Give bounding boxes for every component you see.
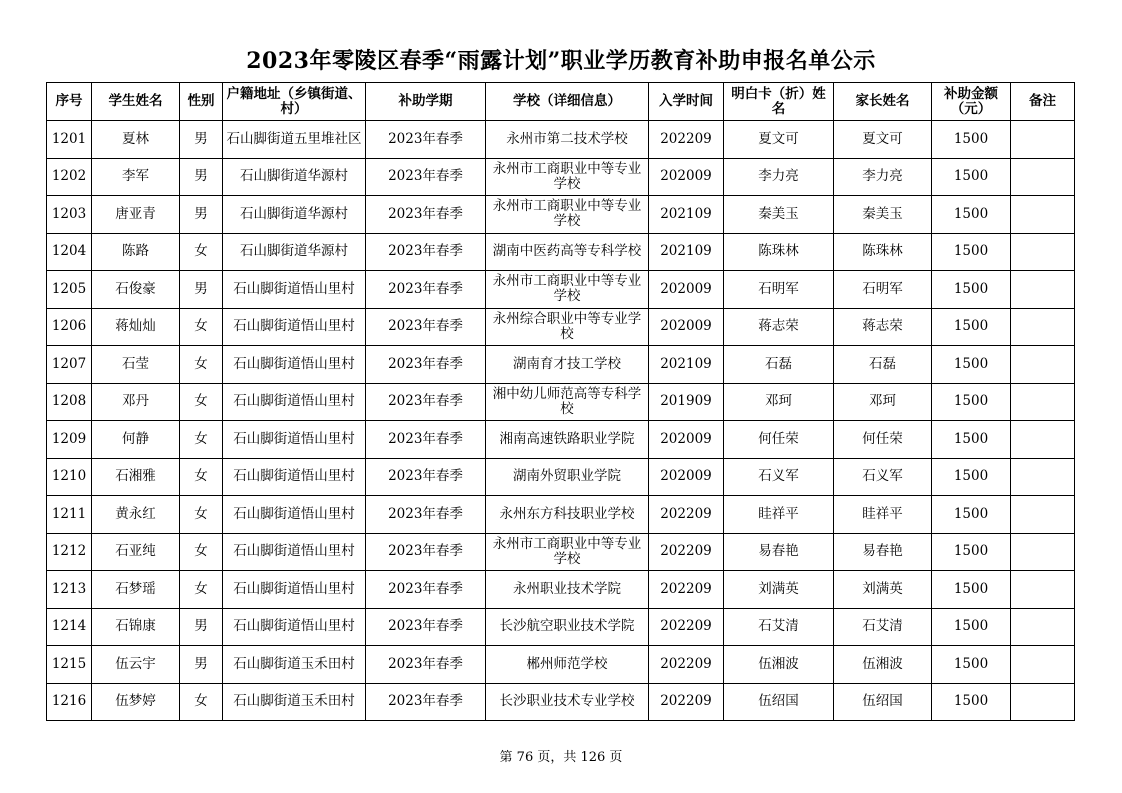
card-name-cell: 石明军 <box>724 271 834 309</box>
card-name-cell: 石义军 <box>724 458 834 496</box>
remarks-cell <box>1011 646 1075 684</box>
address-cell: 石山脚街道悟山里村 <box>223 571 366 609</box>
parent-name-cell: 刘满英 <box>834 571 932 609</box>
school-cell: 长沙航空职业技术学院 <box>486 608 649 646</box>
remarks-cell <box>1011 346 1075 384</box>
seq-cell: 1215 <box>47 646 92 684</box>
term-cell: 2023年春季 <box>366 121 486 159</box>
card-name-cell: 秦美玉 <box>724 196 834 234</box>
page-footer: 第 76 页，共 126 页 <box>499 750 623 765</box>
amount-cell: 1500 <box>932 196 1011 234</box>
amount-cell: 1500 <box>932 421 1011 459</box>
card-name-cell: 伍湘波 <box>724 646 834 684</box>
remarks-cell <box>1011 158 1075 196</box>
school-cell: 湖南中医药高等专科学校 <box>486 233 649 271</box>
page-title: 2023年零陵区春季“雨露计划”职业学历教育补助申报名单公示 <box>246 48 876 74</box>
seq-cell: 1206 <box>47 308 92 346</box>
parent-name-cell: 伍绍国 <box>834 683 932 721</box>
header-col-gender: 性别 <box>180 83 223 121</box>
remarks-cell <box>1011 121 1075 159</box>
address-cell: 石山脚街道悟山里村 <box>223 346 366 384</box>
term-cell: 2023年春季 <box>366 533 486 571</box>
school-cell: 永州市工商职业中等专业学校 <box>486 271 649 309</box>
amount-cell: 1500 <box>932 646 1011 684</box>
student-name-cell: 邓丹 <box>92 383 180 421</box>
enroll-date-cell: 202009 <box>649 458 724 496</box>
address-cell: 石山脚街道玉禾田村 <box>223 646 366 684</box>
parent-name-cell: 石明军 <box>834 271 932 309</box>
address-cell: 石山脚街道悟山里村 <box>223 496 366 534</box>
table-row <box>47 346 1075 384</box>
remarks-cell <box>1011 571 1075 609</box>
student-name-cell: 石锦康 <box>92 608 180 646</box>
address-cell: 石山脚街道悟山里村 <box>223 458 366 496</box>
term-cell: 2023年春季 <box>366 683 486 721</box>
amount-cell: 1500 <box>932 308 1011 346</box>
address-cell: 石山脚街道华源村 <box>223 233 366 271</box>
remarks-cell <box>1011 271 1075 309</box>
address-cell: 石山脚街道悟山里村 <box>223 533 366 571</box>
student-name-cell: 李军 <box>92 158 180 196</box>
amount-cell: 1500 <box>932 496 1011 534</box>
amount-cell: 1500 <box>932 533 1011 571</box>
card-name-cell: 石艾清 <box>724 608 834 646</box>
table-header-row <box>47 83 1075 121</box>
parent-name-cell: 石艾清 <box>834 608 932 646</box>
student-name-cell: 唐亚青 <box>92 196 180 234</box>
school-cell: 湘中幼儿师范高等专科学校 <box>486 383 649 421</box>
card-name-cell: 易春艳 <box>724 533 834 571</box>
amount-cell: 1500 <box>932 158 1011 196</box>
student-name-cell: 伍梦婷 <box>92 683 180 721</box>
remarks-cell <box>1011 383 1075 421</box>
amount-cell: 1500 <box>932 121 1011 159</box>
student-name-cell: 蒋灿灿 <box>92 308 180 346</box>
enroll-date-cell: 202209 <box>649 121 724 159</box>
header-col-seq: 序号 <box>47 83 92 121</box>
school-cell: 永州市工商职业中等专业学校 <box>486 533 649 571</box>
school-cell: 长沙职业技术专业学校 <box>486 683 649 721</box>
table-row <box>47 308 1075 346</box>
school-cell: 永州综合职业中等专业学校 <box>486 308 649 346</box>
student-name-cell: 伍云宇 <box>92 646 180 684</box>
table-row <box>47 158 1075 196</box>
seq-cell: 1204 <box>47 233 92 271</box>
table-row <box>47 458 1075 496</box>
header-col-student-name: 学生姓名 <box>92 83 180 121</box>
term-cell: 2023年春季 <box>366 383 486 421</box>
enroll-date-cell: 202209 <box>649 496 724 534</box>
header-col-address: 户籍地址（乡镇街道、村） <box>223 83 366 121</box>
amount-cell: 1500 <box>932 458 1011 496</box>
parent-name-cell: 陈珠林 <box>834 233 932 271</box>
amount-cell: 1500 <box>932 233 1011 271</box>
seq-cell: 1212 <box>47 533 92 571</box>
gender-cell: 女 <box>180 458 223 496</box>
student-name-cell: 石莹 <box>92 346 180 384</box>
card-name-cell: 何任荣 <box>724 421 834 459</box>
card-name-cell: 李力亮 <box>724 158 834 196</box>
parent-name-cell: 蒋志荣 <box>834 308 932 346</box>
table-row <box>47 683 1075 721</box>
school-cell: 湖南育才技工学校 <box>486 346 649 384</box>
header-col-parent-name: 家长姓名 <box>834 83 932 121</box>
term-cell: 2023年春季 <box>366 158 486 196</box>
remarks-cell <box>1011 683 1075 721</box>
header-col-card-name: 明白卡（折）姓名 <box>724 83 834 121</box>
enroll-date-cell: 202209 <box>649 683 724 721</box>
amount-cell: 1500 <box>932 608 1011 646</box>
gender-cell: 女 <box>180 683 223 721</box>
enroll-date-cell: 202209 <box>649 646 724 684</box>
address-cell: 石山脚街道悟山里村 <box>223 308 366 346</box>
seq-cell: 1207 <box>47 346 92 384</box>
address-cell: 石山脚街道华源村 <box>223 158 366 196</box>
gender-cell: 男 <box>180 158 223 196</box>
school-cell: 湘南高速铁路职业学院 <box>486 421 649 459</box>
enroll-date-cell: 202009 <box>649 421 724 459</box>
remarks-cell <box>1011 421 1075 459</box>
address-cell: 石山脚街道悟山里村 <box>223 271 366 309</box>
table-row <box>47 196 1075 234</box>
table-row <box>47 421 1075 459</box>
term-cell: 2023年春季 <box>366 308 486 346</box>
table-row <box>47 383 1075 421</box>
parent-name-cell: 秦美玉 <box>834 196 932 234</box>
gender-cell: 女 <box>180 308 223 346</box>
remarks-cell <box>1011 533 1075 571</box>
term-cell: 2023年春季 <box>366 458 486 496</box>
gender-cell: 男 <box>180 646 223 684</box>
card-name-cell: 石磊 <box>724 346 834 384</box>
student-name-cell: 黄永红 <box>92 496 180 534</box>
enroll-date-cell: 202109 <box>649 233 724 271</box>
term-cell: 2023年春季 <box>366 346 486 384</box>
term-cell: 2023年春季 <box>366 233 486 271</box>
table-row <box>47 608 1075 646</box>
term-cell: 2023年春季 <box>366 571 486 609</box>
gender-cell: 男 <box>180 121 223 159</box>
remarks-cell <box>1011 496 1075 534</box>
header-col-amount: 补助金额（元） <box>932 83 1011 121</box>
remarks-cell <box>1011 608 1075 646</box>
school-cell: 永州职业技术学院 <box>486 571 649 609</box>
gender-cell: 男 <box>180 608 223 646</box>
school-cell: 湖南外贸职业学院 <box>486 458 649 496</box>
header-col-enroll-date: 入学时间 <box>649 83 724 121</box>
seq-cell: 1205 <box>47 271 92 309</box>
enroll-date-cell: 202009 <box>649 158 724 196</box>
header-col-remarks: 备注 <box>1011 83 1075 121</box>
gender-cell: 女 <box>180 233 223 271</box>
seq-cell: 1210 <box>47 458 92 496</box>
seq-cell: 1202 <box>47 158 92 196</box>
gender-cell: 女 <box>180 383 223 421</box>
address-cell: 石山脚街道华源村 <box>223 196 366 234</box>
table-row <box>47 121 1075 159</box>
enroll-date-cell: 202209 <box>649 533 724 571</box>
term-cell: 2023年春季 <box>366 421 486 459</box>
gender-cell: 男 <box>180 196 223 234</box>
remarks-cell <box>1011 308 1075 346</box>
student-name-cell: 石湘雅 <box>92 458 180 496</box>
gender-cell: 女 <box>180 421 223 459</box>
term-cell: 2023年春季 <box>366 646 486 684</box>
parent-name-cell: 眭祥平 <box>834 496 932 534</box>
parent-name-cell: 夏文可 <box>834 121 932 159</box>
card-name-cell: 眭祥平 <box>724 496 834 534</box>
parent-name-cell: 李力亮 <box>834 158 932 196</box>
remarks-cell <box>1011 196 1075 234</box>
seq-cell: 1209 <box>47 421 92 459</box>
enroll-date-cell: 202009 <box>649 308 724 346</box>
term-cell: 2023年春季 <box>366 271 486 309</box>
seq-cell: 1211 <box>47 496 92 534</box>
term-cell: 2023年春季 <box>366 496 486 534</box>
school-cell: 永州市工商职业中等专业学校 <box>486 196 649 234</box>
card-name-cell: 邓珂 <box>724 383 834 421</box>
term-cell: 2023年春季 <box>366 196 486 234</box>
enroll-date-cell: 201909 <box>649 383 724 421</box>
table-row <box>47 533 1075 571</box>
student-name-cell: 夏林 <box>92 121 180 159</box>
card-name-cell: 蒋志荣 <box>724 308 834 346</box>
table-row <box>47 496 1075 534</box>
school-cell: 郴州师范学校 <box>486 646 649 684</box>
seq-cell: 1214 <box>47 608 92 646</box>
parent-name-cell: 石义军 <box>834 458 932 496</box>
enroll-date-cell: 202009 <box>649 271 724 309</box>
gender-cell: 女 <box>180 571 223 609</box>
student-name-cell: 何静 <box>92 421 180 459</box>
amount-cell: 1500 <box>932 683 1011 721</box>
enroll-date-cell: 202209 <box>649 571 724 609</box>
seq-cell: 1208 <box>47 383 92 421</box>
card-name-cell: 刘满英 <box>724 571 834 609</box>
card-name-cell: 陈珠林 <box>724 233 834 271</box>
enroll-date-cell: 202209 <box>649 608 724 646</box>
remarks-cell <box>1011 458 1075 496</box>
amount-cell: 1500 <box>932 271 1011 309</box>
gender-cell: 女 <box>180 346 223 384</box>
parent-name-cell: 邓珂 <box>834 383 932 421</box>
address-cell: 石山脚街道悟山里村 <box>223 608 366 646</box>
card-name-cell: 夏文可 <box>724 121 834 159</box>
address-cell: 石山脚街道玉禾田村 <box>223 683 366 721</box>
seq-cell: 1213 <box>47 571 92 609</box>
remarks-cell <box>1011 233 1075 271</box>
table-body <box>47 121 1075 721</box>
enroll-date-cell: 202109 <box>649 346 724 384</box>
table-row <box>47 271 1075 309</box>
header-col-school: 学校（详细信息） <box>486 83 649 121</box>
enroll-date-cell: 202109 <box>649 196 724 234</box>
school-cell: 永州市工商职业中等专业学校 <box>486 158 649 196</box>
student-name-cell: 石亚纯 <box>92 533 180 571</box>
school-cell: 永州市第二技术学校 <box>486 121 649 159</box>
gender-cell: 男 <box>180 271 223 309</box>
student-name-cell: 陈路 <box>92 233 180 271</box>
header-col-term: 补助学期 <box>366 83 486 121</box>
amount-cell: 1500 <box>932 383 1011 421</box>
gender-cell: 女 <box>180 496 223 534</box>
parent-name-cell: 何任荣 <box>834 421 932 459</box>
table-row <box>47 233 1075 271</box>
school-cell: 永州东方科技职业学校 <box>486 496 649 534</box>
seq-cell: 1203 <box>47 196 92 234</box>
table-row <box>47 646 1075 684</box>
table-row <box>47 571 1075 609</box>
parent-name-cell: 伍湘波 <box>834 646 932 684</box>
gender-cell: 女 <box>180 533 223 571</box>
parent-name-cell: 易春艳 <box>834 533 932 571</box>
student-name-cell: 石俊豪 <box>92 271 180 309</box>
term-cell: 2023年春季 <box>366 608 486 646</box>
amount-cell: 1500 <box>932 571 1011 609</box>
amount-cell: 1500 <box>932 346 1011 384</box>
seq-cell: 1201 <box>47 121 92 159</box>
seq-cell: 1216 <box>47 683 92 721</box>
card-name-cell: 伍绍国 <box>724 683 834 721</box>
address-cell: 石山脚街道悟山里村 <box>223 421 366 459</box>
address-cell: 石山脚街道悟山里村 <box>223 383 366 421</box>
parent-name-cell: 石磊 <box>834 346 932 384</box>
address-cell: 石山脚街道五里堆社区 <box>223 121 366 159</box>
student-name-cell: 石梦瑶 <box>92 571 180 609</box>
subsidy-roster-table <box>46 82 1075 721</box>
